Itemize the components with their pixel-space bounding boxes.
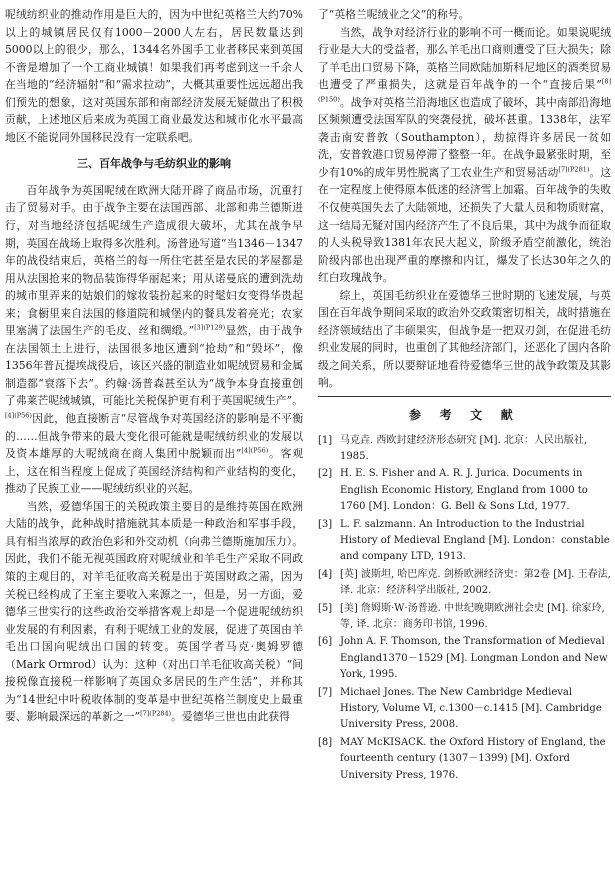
- reference-item: [318, 466, 611, 515]
- section-heading: 三、百年战争与毛纺织业的影响: [77, 157, 231, 171]
- reference-item: [318, 735, 611, 784]
- continuation-line: 了“英格兰呢绒业之父”的称号。: [318, 8, 470, 21]
- reference-item: [318, 634, 611, 683]
- reference-number: [5]: [318, 602, 333, 614]
- reference-text: 马克垚. 西欧封建经济形态研究 [M]. 北京：人民出版社, 1985.: [340, 434, 588, 462]
- reference-text: John A. F. Thomson, the Transformation of Medieval England1370－1529 [M]. Longman London and New York, 1995.: [340, 636, 608, 681]
- references-list: [318, 433, 611, 785]
- reference-text: MAY McKISACK. the Oxford History of England, the fourteenth century (1307－1399) [M]. Oxford University Press, 1976.: [340, 736, 606, 781]
- paragraph-3: [5, 498, 303, 726]
- left-column: [5, 6, 303, 726]
- paragraph-2: [5, 182, 303, 498]
- reference-number: [8]: [318, 736, 333, 748]
- reference-item: [318, 567, 611, 600]
- paragraph-2-text-b: 显然，由于战争在法国领土上进行，法国很多地区遭到“抢劫”和“毁坏”，像1356年普瓦提埃战役后，该区兴盛的制造业如呢绒贸易和金属制造都“衰落下去”。约翰·汤普森甚至认为“战争本身直接重创了弗莱芒呢绒城镇，可能比关税保护更有利于英国呢绒生产”。: [5, 324, 304, 408]
- paragraph-4: [318, 24, 611, 287]
- citation-3: [3](P129): [194, 323, 226, 332]
- paragraph-5: 综上，英国毛纺织业在爱德华三世时期的飞速发展，与英国在百年战争期间采取的政治外交政策密切相关，战时措施在经济领域结出了丰硕果实，但战争是一把双刃剑，在促进毛纺织业发展的同时，也重创了其他经济部门，还恶化了国内各阶级之间关系，所以要辩证地看待爱德华三世的战争政策及其影响。: [318, 288, 611, 390]
- citation-7b: [7](P281): [558, 165, 590, 174]
- references-divider: [318, 396, 611, 397]
- references-heading: 参 考 文 献: [409, 408, 520, 423]
- reference-item: [318, 601, 611, 634]
- reference-text: L. F. salzmann. An Introduction to the Industrial History of Medieval England [M]. London：constable and company LTD, 1913.: [340, 518, 610, 563]
- right-column: [318, 6, 611, 785]
- paragraph-2-text-c: 因此，他直接断言“尽管战争对英国经济的影响是不平衡的……但战争带来的最大变化很可能就是呢绒纺织业的发展以及资本雄厚的大呢绒商在商人集团中脱颖而出”: [5, 412, 303, 461]
- reference-text: Michael Jones. The New Cambridge Medieval History, Volume Ⅵ, c.1300－c.1415 [M]. Cambridge University Press, 2008.: [340, 686, 602, 731]
- citation-8: [8](P150): [318, 77, 611, 104]
- paragraph-4-text-c: 。这在一定程度上使得原本低迷的经济雪上加霜。百年战争的失败不仅使英国失去了大陆领地，还损失了大量人员和物质财富，这一结局无疑对国内经济产生了不良后果，其中为战争而征取的人头税导致1381年农民大起义，阶级矛盾空前激化，统治阶级内部也出现严重的摩擦和内讧，爆发了长达30年之久的红白玫瑰战争。: [318, 165, 612, 285]
- reference-number: [6]: [318, 636, 333, 648]
- reference-text: [英] 波斯坦, 哈巴库克. 剑桥欧洲经济史：第2卷 [M]. 王春法, 译. 北京：经济科学出版社, 2002.: [340, 568, 611, 597]
- reference-number: [7]: [318, 686, 333, 698]
- reference-number: [4]: [318, 568, 333, 580]
- paragraph-3-text-b: 。爱德华三世也由此获得: [171, 710, 290, 724]
- citation-4a: [4](P56): [5, 411, 32, 420]
- paragraph-4-text-a: 当然，战争对经济行业的影响不可一概而论。如果说呢绒行业是大大的受益者，那么羊毛出口商则遭受了巨大损失；除了羊毛出口贸易下降，英格兰同欧陆加斯科尼地区的酒类贸易也遭受了严重损失，这就是百年战争的一个“直接后果”: [318, 25, 611, 92]
- reference-item: [318, 517, 611, 566]
- paragraph-1: 呢绒纺织业的推动作用是巨大的，因为中世纪英格兰大约70%以上的城镇居民仅有1000－2000人左右，居民数量达到5000以上的很少，那么，1344名外国手工业者移民来到英国不啻是增加了一个工商业城镇！如果我们再考虑到这一千余人在当地的“经济辐射”和“需求拉动”，大概其重要性远远超出我们预先的想象，这对英国东部和南部经济发展无疑做出了积极贡献，上述地区后来成为英国工商业最发达和城市化水平最高地区不能说同外国移民没有一定联系吧。: [5, 8, 303, 144]
- reference-text: H. E. S. Fisher and A. R. J. Jurica. Documents in English Economic History, England from 1000 to 1760 [M]. London：G. Bell & Sons Ltd, 1977.: [340, 468, 588, 513]
- citation-4b: [4](P56): [241, 446, 269, 455]
- reference-item: [318, 433, 611, 466]
- citation-7a: [7](P284): [140, 709, 172, 718]
- paragraph-4-text-b: 。战争对英格兰沿海地区也造成了破坏，其中南部沿海地区频频遭受法国军队的突袭侵扰，破坏甚重。1338年，法军袭击南安普敦（Southampton），劫掠得许多居民一贫如洗，安普敦港口贸易停滞了整整一年。在战争最紧张时期，至少有10%的成年男性脱离了工农业生产和贸易活动: [318, 95, 611, 179]
- paragraph-3-text-a: 当然，爱德华国王的关税政策主要目的是维持英国在欧洲大陆的战争，此种战时措施就其本质是一种政治和军事手段，具有相当浓厚的政治色彩和外交动机（向弗兰德斯施加压力）。因此，我们不能无视英国政府对呢绒业和羊毛生产采取不同政策的主观目的，对羊毛征收高关税是出于英国财政之需，因为关税已经构成了王室主要收入来源之一，但是，另一方面，爱德华三世实行的这些政治交举措客观上却是一个促进呢绒纺织业发展的有利因素，有利于呢绒工业的发展，促进了英国由羊毛出口国向呢绒出口国的转变。英国学者马克·奥姆罗德（Mark Ormrod）认为：这种（对出口羊毛征收高关税）“间接税像直接税一样影响了英国众多居民的生产生活”，并称其为“14世纪中叶税收体制的变革是中世纪英格兰制度史上最重要、影响最深远的革新之一”: [5, 499, 303, 724]
- reference-text: [美] 詹姆斯·W·汤普逊. 中世纪晚期欧洲社会史 [M]. 徐家玲, 等, 译. 北京：商务印书馆, 1996.: [340, 602, 605, 631]
- paragraph-2-text-d: 。客观上，这在相当程度上促成了英国经济结构和产业结构的变化，推动了民族工业——呢绒纺织业的兴起。: [5, 447, 303, 496]
- reference-number: [2]: [318, 468, 333, 480]
- paragraph-2-text-a: 百年战争为英国呢绒在欧洲大陆开辟了商品市场，沉重打击了贸易对手。由于战争主要在法国西部、北部和弗兰德斯进行，对当地经济包括呢绒生产造成很大破坏，尤其在战争早期，英国在战场上取得多次胜利。汤普逊写道“当1346－1347年的战役结束后，英格兰的每一所住宅甚至是农民的茅屋都是用从法国抢来的物品装饰得华丽起来；用从诺曼底的遭到洗劫的城市里弄来的姑娘们的嫁妆装扮起来的时髦妇女变得华贵起来；食橱里来自法国的修道院和城堡内的餐具发着亮光；农家里塞满了法国生产的毛皮、丝和绸缎。”: [5, 183, 304, 338]
- reference-number: [3]: [318, 518, 333, 530]
- reference-number: [1]: [318, 434, 333, 446]
- reference-item: [318, 685, 611, 734]
